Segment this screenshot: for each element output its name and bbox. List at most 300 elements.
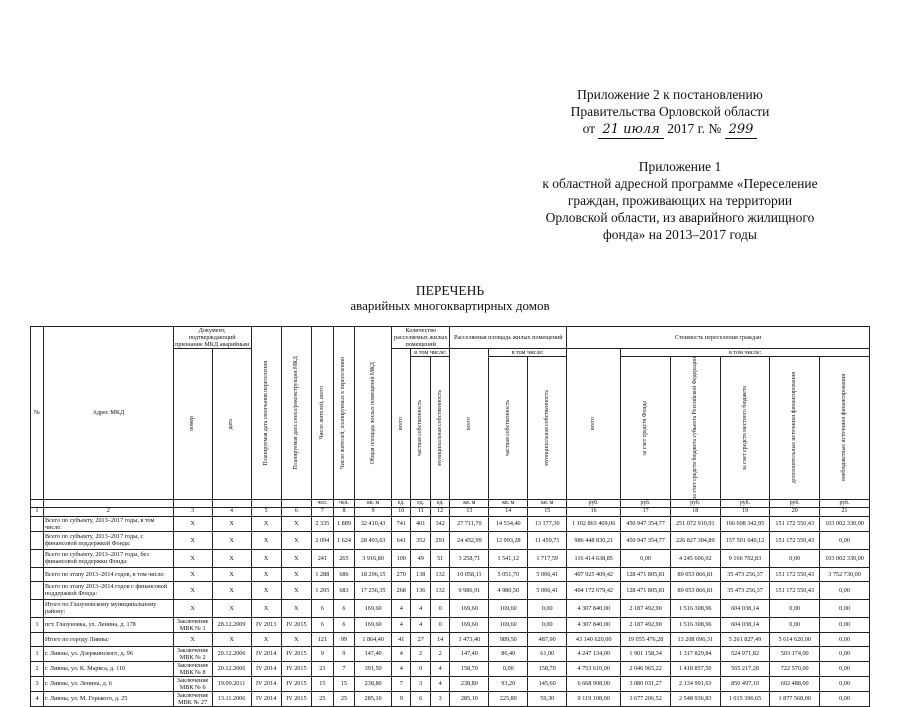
cell-c19: 1 015 396,65	[720, 691, 770, 706]
cell-end: X	[251, 567, 281, 581]
cell-c8: 7	[333, 661, 355, 676]
cell-c8: 99	[333, 632, 355, 646]
column-number-cell: 8	[333, 507, 355, 516]
cell-c16: 407 925 409,42	[567, 567, 621, 581]
cell-c18: 89 053 866,81	[670, 567, 720, 581]
col-residents: Число жителей, всего	[312, 327, 334, 500]
cell-c12: 291	[430, 531, 449, 549]
col-doc-group: Документ, подтверждающий признание МКД аварийным	[175, 327, 250, 348]
cell-c8: 1 624	[333, 531, 355, 549]
unit-cell	[251, 499, 281, 507]
cell-c17: 2 187 492,90	[621, 599, 671, 617]
col-area-total: всего	[450, 349, 489, 500]
cell-c7: 1 205	[312, 581, 334, 599]
cell-c19: 9 166 702,83	[720, 549, 770, 567]
appendix1-block	[520, 158, 840, 243]
cell-dem: IV 2015	[281, 691, 311, 706]
cell-c19: 604 038,14	[720, 599, 770, 617]
table-row	[31, 646, 870, 661]
cell-date: 28.12.2009	[212, 617, 251, 632]
cell-c21: 0,00	[820, 599, 870, 617]
column-number-cell: 15	[528, 507, 567, 516]
cell-dem: X	[281, 567, 311, 581]
table-row	[31, 599, 870, 617]
cell-c11: 138	[411, 567, 430, 581]
cell-num: Заключение МВК № 8	[173, 661, 212, 676]
cell-c15: 0,00	[528, 599, 567, 617]
cell-c17: 2 046 965,22	[621, 661, 671, 676]
cell-c10: 4	[392, 661, 411, 676]
cell-c9: 169,60	[355, 599, 392, 617]
cell-c21: 0,00	[820, 531, 870, 549]
cell-c10: 100	[392, 549, 411, 567]
cell-c14: 14 534,40	[489, 516, 528, 531]
cell-c10: 9	[392, 691, 411, 706]
cell-c7: 2 335	[312, 516, 334, 531]
cell-c15: 11 459,71	[528, 531, 567, 549]
col-no: №	[31, 327, 44, 500]
column-number-cell: 4	[212, 507, 251, 516]
cell-c8: 6	[333, 617, 355, 632]
cell-c19: 5 261 827,49	[720, 632, 770, 646]
col-cost-fund: за счет средств Фонда	[621, 357, 671, 500]
unit-cell: ед.	[411, 499, 430, 507]
cell-addr: Всего по этапу 2013–2014 годов с финансовой поддержкой Фонда:	[43, 581, 173, 599]
unit-cell: ед.	[430, 499, 449, 507]
cell-c12: 51	[430, 549, 449, 567]
cell-addr: г. Ливны, ул. М. Горького, д. 25	[43, 691, 173, 706]
cell-no: 3	[31, 676, 44, 691]
cell-c20: 602 488,00	[770, 676, 820, 691]
cell-c20: 151 172 550,43	[770, 531, 820, 549]
cell-num: X	[173, 531, 212, 549]
cell-c14: 169,60	[489, 599, 528, 617]
table-row	[31, 581, 870, 599]
cell-c21: 103 002 330,00	[820, 549, 870, 567]
cell-c12: 132	[430, 567, 449, 581]
col-cost-extra: дополнительные источники финансирования	[770, 357, 820, 500]
cell-dem: X	[281, 516, 311, 531]
cell-num: X	[173, 516, 212, 531]
appendix1-line4: Орловской области, из аварийного жилищного	[545, 210, 815, 225]
cell-c17: 128 471 805,81	[621, 567, 671, 581]
cell-c15: 487,90	[528, 632, 567, 646]
cell-addr: Всего по этапу 2013–2014 годов, в том числе:	[43, 567, 173, 581]
cell-c18: 1 516 308,96	[670, 617, 720, 632]
unit-cell: руб.	[720, 499, 770, 507]
cell-c7: 121	[312, 632, 334, 646]
unit-cell: кв. м	[450, 499, 489, 507]
unit-cell: руб.	[770, 499, 820, 507]
cell-c12: 2	[430, 646, 449, 661]
cell-c8: 15	[333, 676, 355, 691]
cell-c11: 4	[411, 617, 430, 632]
cell-end: IV 2014	[251, 646, 281, 661]
cell-c10: 4	[392, 599, 411, 617]
cell-c17: 450 947 354,77	[621, 531, 671, 549]
cell-c13: 3 258,71	[450, 549, 489, 567]
cell-c9: 169,60	[355, 617, 392, 632]
cell-c21: 0,00	[820, 691, 870, 706]
col-rooms-private: частная собственность	[411, 357, 430, 500]
table-row	[31, 617, 870, 632]
cell-c10: 270	[392, 567, 411, 581]
unit-cell	[212, 499, 251, 507]
cell-c20: 5 614 620,00	[770, 632, 820, 646]
cell-c20: 1 877 568,00	[770, 691, 820, 706]
document-title	[300, 283, 600, 313]
cell-c11: 49	[411, 549, 430, 567]
cell-end: IV 2014	[251, 661, 281, 676]
appendix2-from: от	[582, 121, 596, 136]
cell-end: X	[251, 516, 281, 531]
cell-dem: X	[281, 599, 311, 617]
cell-c10: 4	[392, 646, 411, 661]
column-number-cell: 5	[251, 507, 281, 516]
column-number-cell: 7	[312, 507, 334, 516]
cell-c10: 268	[392, 581, 411, 599]
cell-c18: 1 516 308,96	[670, 599, 720, 617]
cell-end: X	[251, 632, 281, 646]
cell-date: X	[212, 632, 251, 646]
date-signature: 21 июля	[598, 121, 663, 139]
column-number-cell: 6	[281, 507, 311, 516]
cell-c17: 1 901 158,34	[621, 646, 671, 661]
cell-c15: 145,60	[528, 676, 567, 691]
units-row	[31, 499, 870, 507]
cell-c8: 683	[333, 581, 355, 599]
cell-c7: 25	[312, 691, 334, 706]
cell-c19: 157 501 640,12	[720, 531, 770, 549]
cell-num: X	[173, 549, 212, 567]
cell-dem: IV 2015	[281, 646, 311, 661]
appendix1-line5: фонда» на 2013–2017 годы	[603, 227, 757, 242]
cell-c21: 0,00	[820, 581, 870, 599]
col-cost-group: Стоимость переселения граждан	[567, 327, 870, 349]
cell-c13: 158,70	[450, 661, 489, 676]
cell-no: 4	[31, 691, 44, 706]
cell-c18: 2 134 991,63	[670, 676, 720, 691]
cell-c15: 5 006,41	[528, 581, 567, 599]
appendix2-block	[520, 86, 820, 139]
cell-no	[31, 599, 44, 617]
col-cost-unneeded: внебюджетные источники финансирования	[820, 357, 870, 500]
cell-c10: 641	[392, 531, 411, 549]
cell-c19: 565 217,28	[720, 661, 770, 676]
cell-c13: 147,40	[450, 646, 489, 661]
cell-end: IV 2014	[251, 676, 281, 691]
cell-num: Заключение МВК № 27	[173, 691, 212, 706]
col-cost-budget-rf: за счет средств бюджета субъекта Российской Федерации	[670, 357, 720, 500]
cell-c13: 27 711,70	[450, 516, 489, 531]
cell-c21: 0,00	[820, 646, 870, 661]
cell-c7: 6	[312, 617, 334, 632]
cell-c9: 18 296,15	[355, 567, 392, 581]
cell-c14: 4 980,50	[489, 581, 528, 599]
cell-c20: 0,00	[770, 549, 820, 567]
cell-dem: X	[281, 581, 311, 599]
cell-c13: 1 473,40	[450, 632, 489, 646]
cell-c8: 6	[333, 599, 355, 617]
cell-no	[31, 567, 44, 581]
col-planned-end: Планируемая дата окончания переселения	[251, 327, 281, 500]
cell-c10: 7	[392, 676, 411, 691]
cell-c12: 3	[430, 691, 449, 706]
cell-c13: 285,10	[450, 691, 489, 706]
title-line1: ПЕРЕЧЕНЬ	[415, 283, 485, 298]
cell-c19: 166 608 342,95	[720, 516, 770, 531]
cell-c15: 158,70	[528, 661, 567, 676]
cell-c18: 89 053 866,81	[670, 581, 720, 599]
area-incl: в том числе:	[489, 349, 567, 357]
appendix1-line1: Приложение 1	[638, 159, 722, 174]
cell-c13: 238,80	[450, 676, 489, 691]
cell-end: X	[251, 581, 281, 599]
cell-addr: Всего по субъекту, 2013–2017 годы, с финансовой поддержкой Фонда:	[43, 531, 173, 549]
column-number-cell: 21	[820, 507, 870, 516]
cell-c15: 5 006,41	[528, 567, 567, 581]
column-number-cell: 14	[489, 507, 528, 516]
cell-date: X	[212, 531, 251, 549]
cell-c9: 28 493,63	[355, 531, 392, 549]
cell-c21: 0,00	[820, 676, 870, 691]
cell-c15: 61,00	[528, 646, 567, 661]
cell-num: X	[173, 581, 212, 599]
cell-no	[31, 531, 44, 549]
cell-c9: 238,80	[355, 676, 392, 691]
col-rooms-municipal: муниципальная собственность	[430, 357, 449, 500]
cell-addr: г. Ливны, ул. К. Маркса, д. 110	[43, 661, 173, 676]
cell-addr: Итого по Глазуновскому муниципальному району:	[43, 599, 173, 617]
cell-c8: 25	[333, 691, 355, 706]
cell-c16: 6 668 908,00	[567, 676, 621, 691]
cell-c20: 503 174,00	[770, 646, 820, 661]
cell-c13: 24 452,99	[450, 531, 489, 549]
cell-num: X	[173, 567, 212, 581]
cell-c16: 986 448 830,21	[567, 531, 621, 549]
cell-no: 2	[31, 661, 44, 676]
cell-c16: 1 102 863 469,06	[567, 516, 621, 531]
table-row	[31, 549, 870, 567]
cell-c19: 35 473 256,37	[720, 581, 770, 599]
cell-end: X	[251, 599, 281, 617]
col-residents-planned: Число жителей, планируемых к переселению	[333, 327, 355, 500]
cell-c21: 0,00	[820, 632, 870, 646]
cell-c8: 9	[333, 646, 355, 661]
cell-c9: 3 916,80	[355, 549, 392, 567]
cell-dem: IV 2015	[281, 661, 311, 676]
appendix2-line2: Правительства Орловской области	[570, 104, 770, 119]
cell-c8: 265	[333, 549, 355, 567]
cell-c16: 43 140 620,00	[567, 632, 621, 646]
cell-c12: 342	[430, 516, 449, 531]
cell-c17: 3 677 206,52	[621, 691, 671, 706]
title-line2: аварийных многоквартирных домов	[350, 298, 550, 313]
cell-c13: 9 986,91	[450, 581, 489, 599]
cell-c7: 15	[312, 676, 334, 691]
cell-no: 1	[31, 646, 44, 661]
cell-c18: 2 548 936,83	[670, 691, 720, 706]
cell-c16: 4 307 840,00	[567, 617, 621, 632]
cell-end: X	[251, 549, 281, 567]
cell-c9: 17 256,35	[355, 581, 392, 599]
column-number-cell: 9	[355, 507, 392, 516]
cell-c14: 93,20	[489, 676, 528, 691]
col-cost-local: за счет средств местного бюджета	[720, 357, 770, 500]
unit-cell: руб.	[820, 499, 870, 507]
table-row	[31, 691, 870, 706]
unit-cell: руб.	[621, 499, 671, 507]
cell-c11: 2	[411, 646, 430, 661]
cell-c11: 4	[411, 599, 430, 617]
cell-c11: 0	[411, 661, 430, 676]
col-area-group: Расселяемая площадь жилых помещений	[450, 327, 567, 349]
cell-c7: 241	[312, 549, 334, 567]
col-area-private: частная собственность	[489, 357, 528, 500]
unit-cell	[43, 499, 173, 507]
cell-addr: пгт. Глазуновка, ул. Ленина, д. 178	[43, 617, 173, 632]
cell-c18: 13 208 696,31	[670, 632, 720, 646]
cell-c11: 27	[411, 632, 430, 646]
cell-date: 20.12.2006	[212, 661, 251, 676]
cell-num: X	[173, 599, 212, 617]
cell-c15: 1 717,59	[528, 549, 567, 567]
cell-addr: г. Ливны, ул. Ленина, д. 6	[43, 676, 173, 691]
column-number-cell: 19	[720, 507, 770, 516]
column-number-cell: 17	[621, 507, 671, 516]
cell-end: IV 2014	[251, 691, 281, 706]
cell-c14: 0,00	[489, 661, 528, 676]
cell-date: 19.09.2011	[212, 676, 251, 691]
appendix2-year: 2017 г. №	[667, 121, 722, 136]
table-row	[31, 531, 870, 549]
cell-c20: 151 172 550,43	[770, 581, 820, 599]
col-doc-date: дата	[212, 349, 251, 500]
number-signature: 299	[725, 121, 758, 139]
cell-c18: 226 827 304,89	[670, 531, 720, 549]
cell-c21: 0,00	[820, 661, 870, 676]
cell-c13: 169,60	[450, 617, 489, 632]
cell-c19: 850 497,10	[720, 676, 770, 691]
cell-date: X	[212, 567, 251, 581]
cell-c12: 14	[430, 632, 449, 646]
unit-cell	[281, 499, 311, 507]
cell-c14: 12 993,28	[489, 531, 528, 549]
cell-c17: 19 055 476,28	[621, 632, 671, 646]
cell-c15: 0,00	[528, 617, 567, 632]
col-rooms-group: Количество расселяемых жилых помещений	[392, 327, 450, 349]
cell-dem: X	[281, 549, 311, 567]
cell-c9: 285,10	[355, 691, 392, 706]
cell-dem: X	[281, 632, 311, 646]
cell-c14: 1 541,12	[489, 549, 528, 567]
cell-c17: 2 187 492,90	[621, 617, 671, 632]
unit-cell: кв. м	[528, 499, 567, 507]
column-number-cell: 2	[43, 507, 173, 516]
column-numbers-row	[31, 507, 870, 516]
cell-addr: Всего по субъекту, 2013–2017 годы, без финансовой поддержки Фонда:	[43, 549, 173, 567]
column-number-cell: 3	[173, 507, 212, 516]
cell-c9: 391,50	[355, 661, 392, 676]
cell-c17: 3 080 031,27	[621, 676, 671, 691]
cell-c19: 604 038,14	[720, 617, 770, 632]
cell-no	[31, 549, 44, 567]
cell-c18: 1 317 829,84	[670, 646, 720, 661]
cell-addr: г. Ливны, ул. Дзержинского, д. 96	[43, 646, 173, 661]
table-row	[31, 676, 870, 691]
cell-date: X	[212, 599, 251, 617]
cell-c14: 989,50	[489, 632, 528, 646]
cell-c20: 0,00	[770, 617, 820, 632]
cell-c7: 23	[312, 661, 334, 676]
cell-c13: 169,60	[450, 599, 489, 617]
cell-end: IV 2013	[251, 617, 281, 632]
appendix2-line3	[520, 120, 820, 139]
cell-num: Заключение МВК № 2	[173, 646, 212, 661]
table-row	[31, 632, 870, 646]
cell-date: X	[212, 581, 251, 599]
cell-c10: 41	[392, 632, 411, 646]
cell-c21: 0,00	[820, 617, 870, 632]
table-body	[31, 516, 870, 706]
column-number-cell: 12	[430, 507, 449, 516]
cell-c19: 524 971,82	[720, 646, 770, 661]
cell-c16: 4 753 610,00	[567, 661, 621, 676]
col-planned-demolish: Планируемая дата сноса/реконструкции МКД	[281, 327, 311, 500]
cell-no	[31, 632, 44, 646]
column-number-cell: 10	[392, 507, 411, 516]
cell-c16: 404 172 679,42	[567, 581, 621, 599]
cell-c7: 9	[312, 646, 334, 661]
cell-c9: 147,40	[355, 646, 392, 661]
cell-c20: 722 570,00	[770, 661, 820, 676]
table-row	[31, 567, 870, 581]
cell-c16: 4 247 134,00	[567, 646, 621, 661]
cell-date: 20.12.2006	[212, 646, 251, 661]
column-number-cell: 20	[770, 507, 820, 516]
cell-c19: 35 473 256,37	[720, 567, 770, 581]
cell-c12: 4	[430, 661, 449, 676]
cell-c16: 116 414 638,85	[567, 549, 621, 567]
column-number-cell: 11	[411, 507, 430, 516]
cell-c14: 86,40	[489, 646, 528, 661]
unit-cell	[31, 499, 44, 507]
unit-cell: руб.	[567, 499, 621, 507]
cell-num: X	[173, 632, 212, 646]
cell-c17: 450 947 354,77	[621, 516, 671, 531]
unit-cell: кв. м	[355, 499, 392, 507]
cell-c12: 132	[430, 581, 449, 599]
cell-c12: 0	[430, 617, 449, 632]
cell-c12: 0	[430, 599, 449, 617]
cell-c8: 1 889	[333, 516, 355, 531]
houses-table	[30, 326, 870, 707]
cell-c20: 0,00	[770, 599, 820, 617]
col-total-area: Общая площадь жилых помещений МКД	[355, 327, 392, 500]
cell-c15: 59,30	[528, 691, 567, 706]
unit-cell: ед.	[392, 499, 411, 507]
cell-c11: 136	[411, 581, 430, 599]
unit-cell	[173, 499, 212, 507]
column-number-cell: 1	[31, 507, 44, 516]
cell-c8: 686	[333, 567, 355, 581]
cell-c11: 6	[411, 691, 430, 706]
col-cost-total: всего	[567, 349, 621, 500]
appendix1-line2: к областной адресной программе «Переселение	[542, 176, 818, 191]
cell-c11: 401	[411, 516, 430, 531]
unit-cell: чел.	[333, 499, 355, 507]
cell-c11: 352	[411, 531, 430, 549]
